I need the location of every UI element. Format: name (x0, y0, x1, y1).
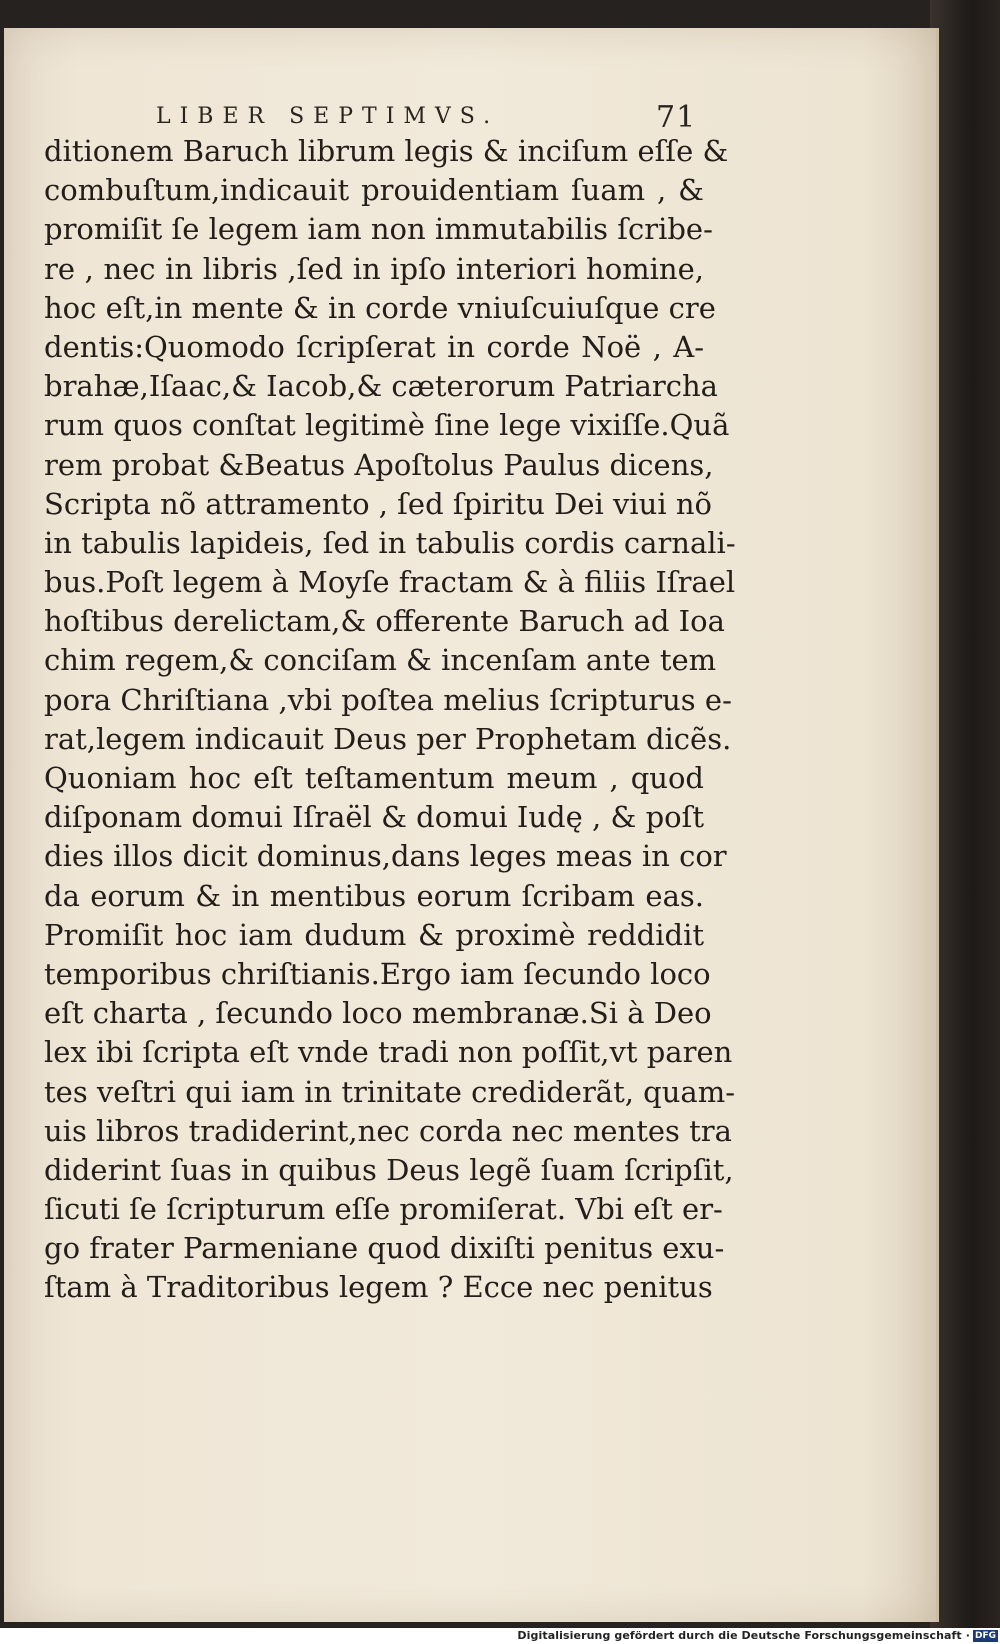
text-line: dentis:Quomodo ſcripſerat in corde Noë , A- (44, 329, 704, 364)
text-line: lex ibi ſcripta eſt vnde tradi non poſſit,vt paren (44, 1035, 733, 1070)
text-line: temporibus chriſtianis.Ergo iam ſecundo loco (44, 956, 711, 991)
text-line: pora Chriſtiana ,vbi poſtea melius ſcripturus e- (44, 682, 732, 717)
text-line: bus.Poſt legem à Moyſe fractam & à filiis Iſrael (44, 565, 736, 600)
page-number: 71 (656, 100, 697, 135)
text-line: rat,legem indicauit Deus per Prophetam dicẽs. (44, 721, 732, 756)
text-line: rem probat &Beatus Apoſtolus Paulus dicens, (44, 447, 714, 482)
text-line: Scripta nõ attramento , ſed ſpiritu Dei viui nõ (44, 486, 712, 521)
text-line: promiſit ſe legem iam non immutabilis ſcribe- (44, 212, 713, 247)
text-line: da eorum & in mentibus eorum ſcribam eas. (44, 878, 704, 913)
text-line: hoſtibus derelictam,& offerente Baruch ad Ioa (44, 604, 725, 639)
text-line: brahæ,Iſaac,& Iacob,& cæterorum Patriarcha (44, 369, 718, 404)
text-line: eſt charta , ſecundo loco membranæ.Si à Deo (44, 996, 712, 1031)
dfg-logo: DFG (974, 1631, 996, 1641)
text-line: uis libros tradiderint,nec corda nec mentes tra (44, 1113, 732, 1148)
text-line: diſponam domui Iſraël & domui Iudę , & poſt (44, 800, 704, 835)
text-line: re , nec in libris ,ſed in ipſo interiori homine, (44, 251, 704, 286)
text-line: diderint ſuas in quibus Deus legẽ ſuam ſcripſit, (44, 1152, 734, 1187)
text-line: Quoniam hoc eſt teſtamentum meum , quod (44, 761, 704, 795)
text-line: chim regem,& conciſam & incenſam ante tem (44, 643, 717, 678)
text-line: tes veſtri qui iam in trinitate crediderãt, quam- (44, 1074, 736, 1109)
text-line: rum quos conſtat legitimè ſine lege vixiſſe.Quã (44, 408, 730, 443)
running-head-title: LIBER SEPTIMVS. (156, 104, 500, 129)
text-line: dies illos dicit dominus,dans leges meas in cor (44, 839, 727, 874)
funding-credit: Digitalisierung gefördert durch die Deutsche Forschungsgemeinschaft · (517, 1629, 970, 1642)
text-line: in tabulis lapideis, ſed in tabulis cordis carnali- (44, 525, 736, 560)
text-line: combuſtum,indicauit prouidentiam ſuam , & (44, 173, 704, 208)
text-line: Promiſit hoc iam dudum & proximè reddidit (44, 917, 704, 952)
text-line: go frater Parmeniane quod dixiſti penitus exu- (44, 1231, 725, 1266)
text-line: ditionem Baruch librum legis & inciſum eſſe & (44, 134, 729, 168)
book-page (4, 28, 939, 1622)
book-cover-edge (930, 0, 1000, 1628)
text-line: hoc eſt,in mente & in corde vniuſcuiuſque cre (44, 290, 716, 325)
text-line: ſicuti ſe ſcripturum eſſe promiſerat. Vbi eſt er- (44, 1192, 723, 1227)
body-text (44, 132, 736, 1308)
text-line: ſtam à Traditoribus legem ? Ecce nec penitus (44, 1270, 713, 1305)
footer-bar (0, 1628, 1000, 1644)
